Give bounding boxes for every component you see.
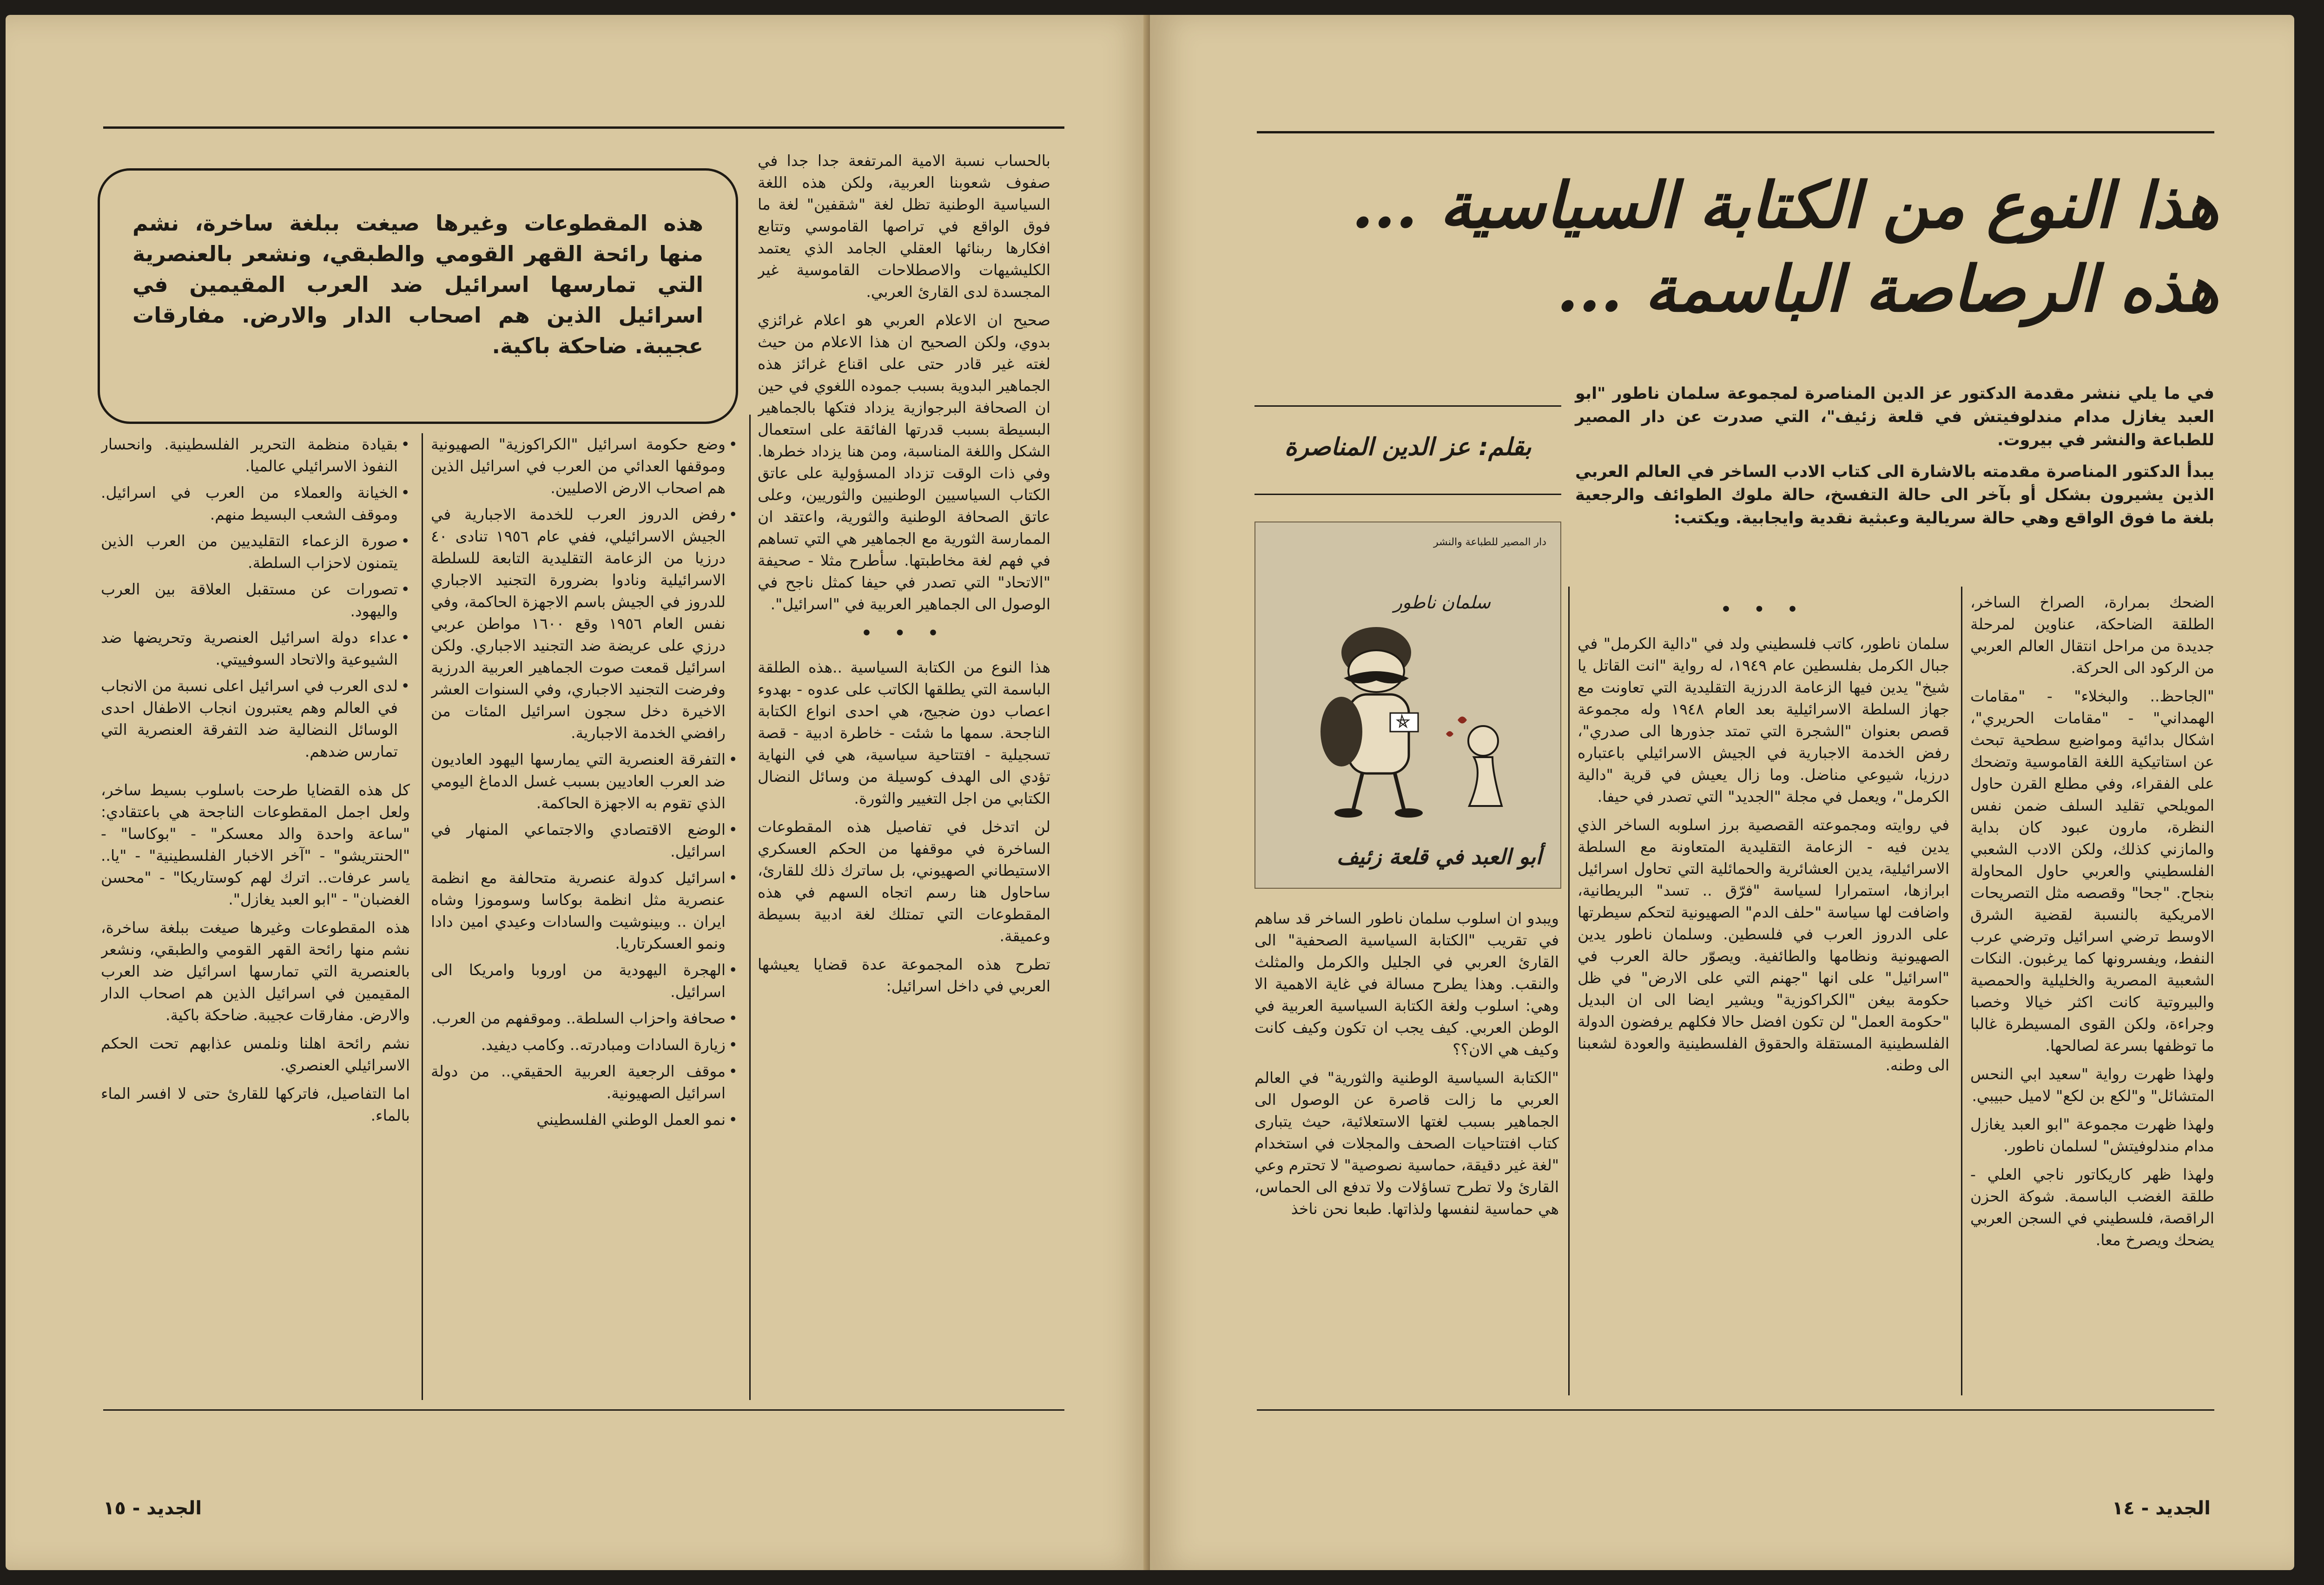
cover-title: أبو العبد في قلعة زئيف <box>1336 844 1542 869</box>
column-2 <box>431 433 738 1442</box>
list-item: • الخيانة والعملاء من العرب في اسرائيل. وموقف الشعب البسيط منهم. <box>101 482 410 525</box>
list-item: • موقف الرجعية العربية الحقيقي.. من دولة اسرائيل الصهيونية. <box>431 1060 738 1104</box>
paragraph: في روايته ومجموعته القصصية برز اسلوبه الساخر الذي يدين فيه - الزعامة التقليدية المتعاونة مع السلطة الاسرائيلية، يدين العشائرية والحمائلية التي تحاول اسرائيل ابرازها، استمرارا لسياسة "فرّق .. تسد" البريطانية، واضافت لها سياسة "حلف الدم" الصهيونية لتحكم سيطرتها على الدروز العرب في فلسطين. وسلمان ناطور يدين الصهيونية ونظامها والطائفية. ويصوّر حالة العرب في "اسرائيل" على انها "جهنم التي على الارض" في ظل حكومة بيغن "الكراكوزية" ويشير ايضا الى ان البديل "حكومة العمل" لن تكون افضل حالا فكلهم يرفضون الدولة الفلسطينية المستقلة والحقوق الفلسطينية والعودة لشعبنا الى وطنه. <box>1578 816 1949 1074</box>
page-14 <box>1150 15 2294 1570</box>
article-intro <box>1575 382 2214 577</box>
paragraph: كل هذه القضايا طرحت باسلوب بسيط ساخر، ولعل اجمل المقطوعات الناجحة هي باعتقادي: "ساعة واحدة والد معسكر" - "بوكاسا" - "الحنتريشو" - "آخر الاخبار الفلسطينية" - "يا.. ياسر عرفات.. اترك لهم كوستاريكا" - "محسن الغضبان" - "ابو العبد يغازل". <box>101 781 410 908</box>
column-middle <box>1578 591 1949 1409</box>
list-item: • صورة الزعماء التقليديين من العرب الذين يتمنون لاحزاب السلطة. <box>101 530 410 574</box>
list-item: • وضع حكومة اسرائيل "الكراكوزية" الصهيونية وموقفها العدائي من العرب في اسرائيل الذين هم اصحاب الارض الاصليين. <box>431 433 738 499</box>
byline: بقلم: عز الدين المناصرة <box>1284 433 1532 461</box>
headline-line-2: هذه الرصاصة الباسمة ... <box>1556 252 2219 326</box>
paragraph: هذا النوع من الكتابة السياسية ..هذه الطلقة الباسمة التي يطلقها الكاتب على عدوه - بهدوء اعصاب دون ضجيج، هي احدى انواع الكتابة الناجحة. سمها ما شئت - خاطرة ادبية - قصة تسجيلية - افتتاحية سياسية، هي في النهاية تؤدي الى الهدف كوسيلة من وسائل النضال الكتابي من اجل التغيير والثورة. <box>758 658 1050 807</box>
list-item: • عداء دولة اسرائيل العنصرية وتحريضها ضد الشيوعية والاتحاد السوفييتي. <box>101 627 410 670</box>
list-item: • زيارة السادات ومبادرته.. وكامب ديفيد. <box>431 1034 738 1056</box>
list-item: • اسرائيل كدولة عنصرية متحالفة مع انظمة عنصرية مثل انظمة بوكاسا وسوموزا وشاه ايران .. وبينوشيت والسادات وعيدي امين دادا ونمو العسكرتاريا. <box>431 867 738 954</box>
headline-line-1: هذا النوع من الكتابة السياسية ... <box>1351 168 2219 243</box>
paragraph: الضحك بمرارة، الصراخ الساخر، الطلقة الضاحكة، عناوين لمرحلة جديدة من مراحل انتقال العالم العربي من الركود الى الحركة. <box>1970 593 2214 677</box>
paragraph: هذه المقطوعات وغيرها صيغت ببلغة ساخرة، نشم منها رائحة القهر القومي والطبقي، ونشعر بالعنصرية التي تمارسها اسرائيل ضد العرب المقيمين في اسرائيل الذين هم اصحاب الدار والارض. مفارقات عجيبة. ضاحكة باكية. <box>101 918 410 1024</box>
paragraph: بالحساب نسبة الامية المرتفعة جدا جدا في صفوف شعوبنا العربية، ولكن هذه اللغة السياسية الوطنية تظل لغة "شقفين" لغة ما فوق الواقع في تراصها القاموسي وتتابع افكارها ربنائها العقلي الجامد الذي يعتمد الكليشيهات والاصطلاحات القاموسية غير المجسدة لدى القارئ العربي. <box>758 152 1050 301</box>
list-item: • الوضع الاقتصادي والاجتماعي المنهار في اسرائيل. <box>431 819 738 862</box>
bottom-rule <box>1257 1409 2214 1411</box>
page-footer: الجديد - ١٥ <box>103 1498 202 1519</box>
paragraph: لن اتدخل في تفاصيل هذه المقطوعات الساخرة في موقفها من الحكم العسكري الاستيطاني الصهيوني، بل ساترك ذلك للقارئ، ساحاول هنا رسم اتجاه السهم في هذه المقطوعات التي تمتلك لغة ادبية بسيطة وعميقة. <box>758 818 1050 945</box>
column-1 <box>758 150 1050 1442</box>
list-item: • رفض الدروز العرب للخدمة الاجبارية في الجيش الاسرائيلي، ففي عام ١٩٥٦ تنادى ٤٠ درزيا من الزعامة التقليدية التابعة للسلطة الاسرائيلية ونادوا بضرورة التجنيد الاجباري للدروز في الجيش باسم الاجهزة الحاكمة، وفي نفس العام ١٩٥٦ وقع ١٦٠٠ مواطن عربي درزي على عريضة ضد التجنيد الاجباري. ولكن اسرائيل قمعت صوت الجماهير العربية الدرزية وفرضت التجنيد الاجباري، وفي السنوات العشر الاخيرة دخل سجون اسرائيل المئات من رافضي الخدمة الاجبارية. <box>431 503 738 744</box>
column-left <box>1254 907 1559 1409</box>
bottom-rule <box>103 1409 1064 1411</box>
paragraph: اما التفاصيل، فاتركها للقارئ حتى لا افسر الماء بالماء. <box>101 1084 410 1124</box>
list-item: • صحافة واحزاب السلطة.. وموقفهم من العرب. <box>431 1007 738 1029</box>
list-item: • الهجرة اليهودية من اوروبا وامريكا الى اسرائيل. <box>431 959 738 1003</box>
column-3 <box>101 433 410 1442</box>
column-divider <box>422 433 423 1400</box>
column-divider <box>1568 587 1570 1395</box>
list-item: • تصورات عن مستقبل العلاقة بين العرب واليهود. <box>101 578 410 622</box>
list-item: • التفرقة العنصرية التي يمارسها اليهود العاديون ضد العرب العاديين بسبب غسل الدماغ اليومي الذي تقوم به الاجهزة الحاكمة. <box>431 748 738 814</box>
list-item: • لدى العرب في اسرائيل اعلى نسبة من الانجاب في العالم وهم يعتبرون انجاب الاطفال احدى الوسائل النضالية ضد التفرقة العنصرية التي تمارس ضدهم. <box>101 675 410 762</box>
byline-rule <box>1254 405 1561 407</box>
page-footer: الجديد - ١٤ <box>2112 1498 2211 1519</box>
topic-list <box>431 433 738 1130</box>
list-item: • نمو العمل الوطني الفلسطيني <box>431 1109 738 1130</box>
section-divider: • • • <box>861 624 947 643</box>
intro-paragraph: في ما يلي ننشر مقدمة الدكتور عز الدين المناصرة لمجموعة سلمان ناطور "ابو العبد يغازل مدام مندلوفيتش في قلعة زئيف"، التي صدرت عن دار المصير للطباعة والنشر في بيروت. <box>1575 384 2214 449</box>
caricature-illustration <box>1274 620 1544 820</box>
column-divider <box>1961 587 1962 1395</box>
paragraph: سلمان ناطور، كاتب فلسطيني ولد في "دالية الكرمل" في جبال الكرمل بفلسطين عام ١٩٤٩، له رواية "انت القاتل يا شيخ" يدين فيها الزعامة الدرزية التقليدية التي تعاونت مع جهاز السلطة الاسرائيلية بعد العام ١٩٤٨ وله مجموعة قصص بعنوان "الشجرة التي تمتد جذورها الى صدري"، رفض الخدمة الاجبارية في الجيش الاسرائيلي باعتباره درزيا، شيوعي مناضل. وما زال يعيش في قرية "دالية الكرمل"، ويعمل في مجلة "الجديد" التي تصدر في حيفا. <box>1578 634 1949 806</box>
intro-paragraph: يبدأ الدكتور المناصرة مقدمته بالاشارة الى كتاب الادب الساخر في العالم العربي الذين يشيرون بشكل أو بآخر الى حالة التفسخ، حالة ملوك الطوائف والرجعية بلغة ما فوق الواقع وهي حالة سريالية وعبثية نقدية وايجابية. ويكتب: <box>1575 462 2214 528</box>
article-headline <box>1336 164 2219 331</box>
paragraph: ولهذا ظهرت مجموعة "ابو العبد يغازل مدام مندلوفيتش" لسلمان ناطور. <box>1970 1115 2214 1155</box>
paragraph: نشم رائحة اهلنا ونلمس عذابهم تحت الحكم الاسرائيلي العنصري. <box>101 1034 410 1074</box>
pull-quote: هذه المقطوعات وغيرها صيغت ببلغة ساخرة، نشم منها رائحة القهر القومي والطبقي، ونشعر بالعنصرية التي تمارسها اسرائيل ضد العرب المقيمين في اسرائيل الذين هم اصحاب الدار والارض. مفارقات عجيبة. ضاحكة باكية. <box>98 168 738 424</box>
cover-publisher: دار المصير للطباعة والنشر <box>1433 536 1546 548</box>
paragraph: صحيح ان الاعلام العربي هو اعلام غرائزي بدوي، ولكن الصحيح ان هذا الاعلام من حيث لغته غير قادر حتى على اقناع غرائز هذه الجماهير البدوية بسبب جموده اللغوي في حين ان الصحافة البرجوازية يزداد فتكها بالجماهير البسيطة بسبب قدرتها الفائقة على استعمال الشكل واللغة المناسبة، ومن هنا يزداد خطرها. وفي ذات الوقت تزداد المسؤولية على عاتق الكتاب السياسيين الوطنيين والثوريين، وعلى عاتق الصحافة الوطنية والثورية، واعتقد ان الممارسة الثورية مع الجماهير هي التي تساهم في فهم لغة مخاطبتها. سأطرح مثلا - صحيفة "الاتحاد" التي تصدر في حيفا كمثل ناجح في الوصول الى الجماهير العربية في "اسرائيل". <box>758 311 1050 613</box>
paragraph: ويبدو ان اسلوب سلمان ناطور الساخر قد ساهم في تقريب "الكتابة السياسية الصحفية" الى القارئ العربي في الجليل والكرمل والمثلث والنقب. وهذا يطرح مسالة في غاية الاهمية الا وهي: اسلوب ولغة الكتابة السياسية العربية في الوطن العربي. كيف يجب ان تكون وكيف كانت وكيف هي الان؟؟ <box>1254 909 1559 1058</box>
paragraph: تطرح هذه المجموعة عدة قضايا يعيشها العربي في داخل اسرائيل: <box>758 955 1050 995</box>
page-15 <box>6 15 1150 1570</box>
cover-author: سلمان ناطور <box>1393 592 1491 613</box>
list-item: • بقيادة منظمة التحرير الفلسطينية. وانحسار النفوذ الاسرائيلي عالميا. <box>101 433 410 477</box>
paragraph: "الكتابة السياسية الوطنية والثورية" في العالم العربي ما زالت قاصرة عن الوصول الى الجماهير بسبب لغتها الاستعلائية، حيث يتبارى كتاب افتتاحيات الصحف والمجلات في استخدام "لغة غير دقيقة، حماسية نصوصية" لا تحترم وعي القارئ ولا تطرح تساؤلات ولا تدفع الى الحماس، هي حماسية لنفسها ولذاتها. طبعا نحن ناخذ <box>1254 1069 1559 1218</box>
column-right <box>1970 591 2214 1409</box>
column-divider <box>749 415 751 1400</box>
section-divider: • • • <box>1720 600 1807 619</box>
paragraph: ولهذا ظهر كاريكاتور ناجي العلي - طلقة الغضب الباسمة. شوكة الحزن الراقصة، فلسطيني في السجن العربي يضحك ويصرخ معا. <box>1970 1165 2214 1249</box>
paragraph: "الجاحظ.. والبخلاء" - "مقامات الهمداني" - "مقامات الحريري"، اشكال بدائية ومواضيع سطحية تبحث عن استاتيكية اللغة القاموسية وتضحك على الفقراء، وفي مطلع القرن حاول المويلحي تقليد السلف ضمن نفس النظرة، مارون عبود كان بداية والمازني كذلك، ولكن الادب الشعبي الفلسطيني والعربي حاول المحاولة بنجاح. "جحا" وقصصه مثل التصريحات الامريكية بالنسبة لقضية الشرق الاوسط ترضي اسرائيل وترضي عرب النفط، ويفسرونها كما يرغبون. النكات الشعبية المصرية والخليلية والحمصية والبيروتية كانت اكثر خيالا وخصبا وجراءة، ولكن القوى المسيطرة غالبا ما توظفها بسرعة لصالحها. <box>1970 687 2214 1055</box>
top-rule <box>1257 131 2214 133</box>
book-cover-image <box>1254 522 1561 889</box>
paragraph: ولهذا ظهرت رواية "سعيد ابي النحس المتشائل" و"لكع بن لكع" لاميل حبيبي. <box>1970 1065 2214 1105</box>
topic-list-continued <box>101 433 410 762</box>
byline-rule <box>1254 494 1561 495</box>
top-rule <box>103 126 1064 129</box>
